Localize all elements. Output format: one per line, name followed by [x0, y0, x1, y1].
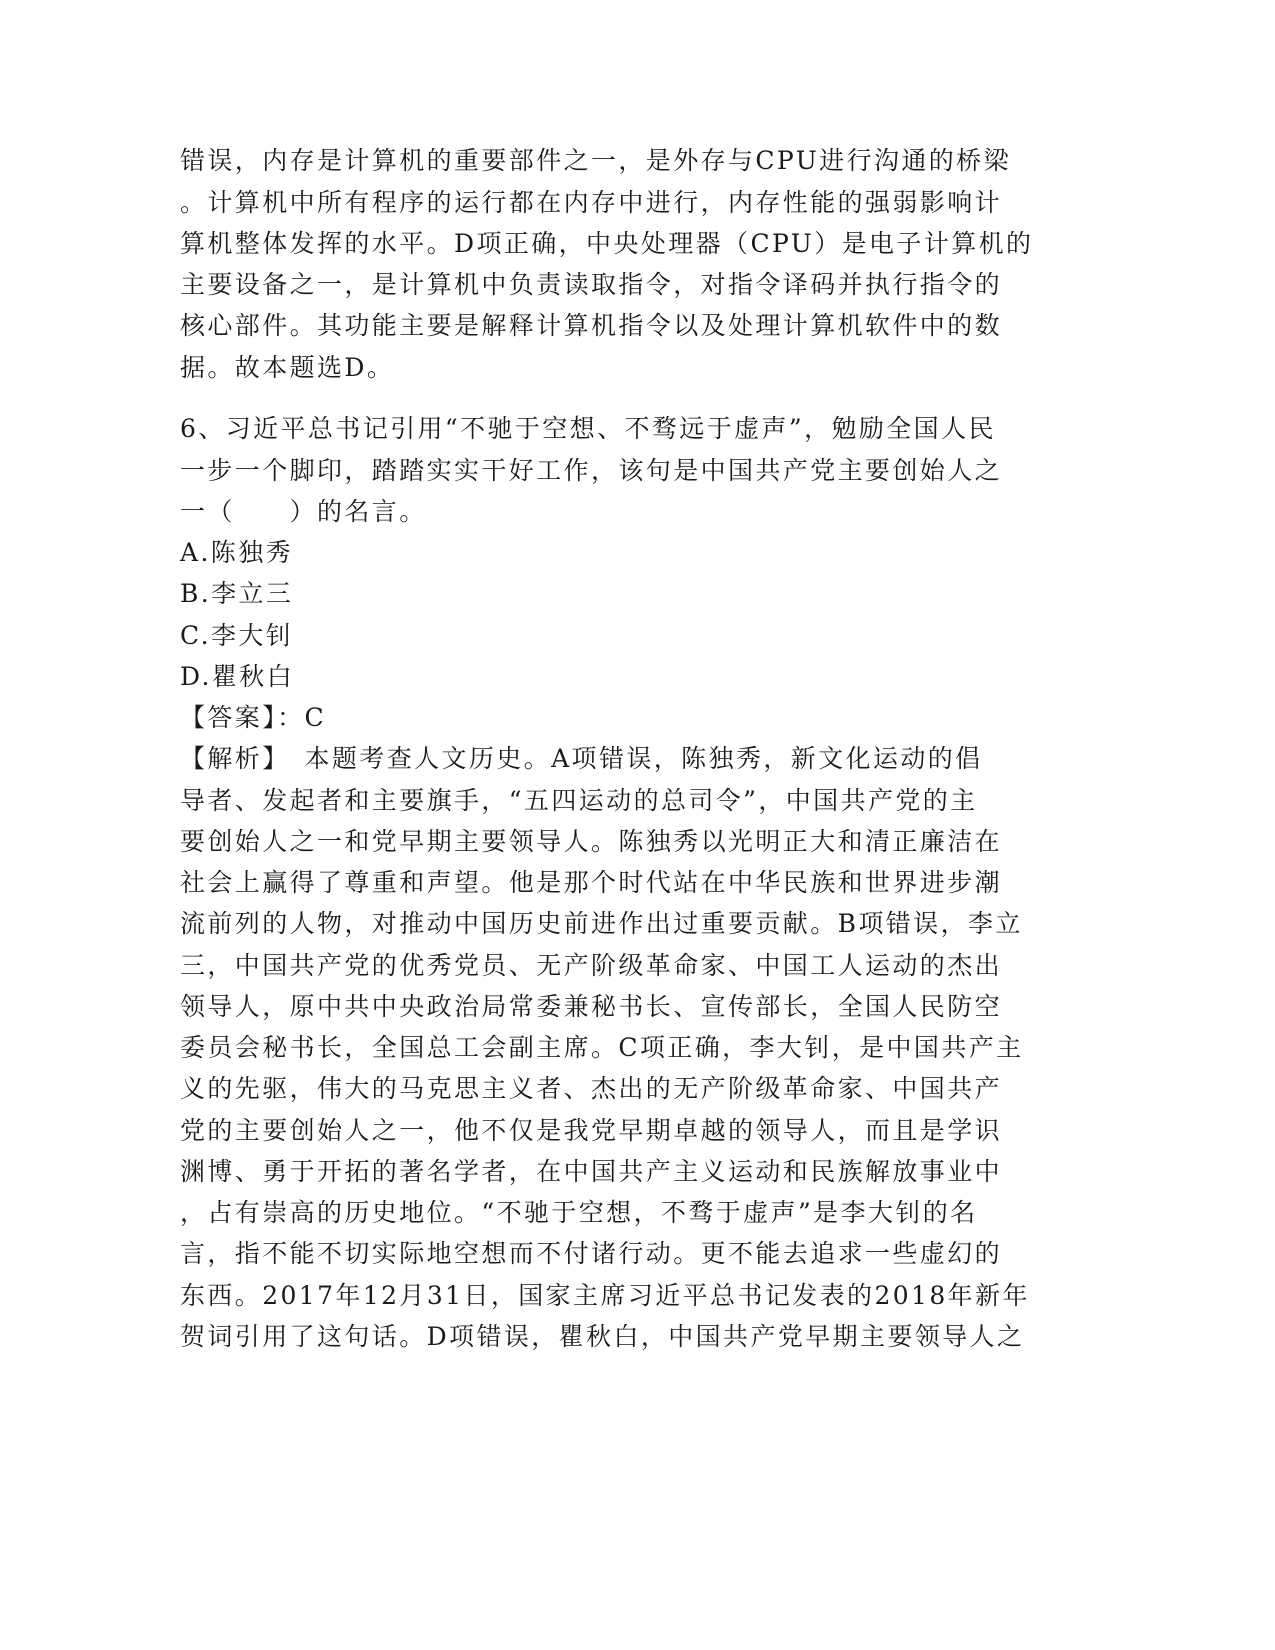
explanation-line: 。计算机中所有程序的运行都在内存中进行，内存性能的强弱影响计: [180, 188, 1003, 217]
analysis-line: 要创始人之一和党早期主要领导人。陈独秀以光明正大和清正廉洁在: [180, 827, 1003, 856]
question-stem-line: 6、习近平总书记引用“不驰于空想、不骛远于虚声”，勉励全国人民: [180, 414, 996, 443]
option-a: A.陈独秀: [180, 538, 294, 567]
option-b: B.李立三: [180, 579, 294, 608]
explanation-line: 算机整体发挥的水平。D项正确，中央处理器（CPU）是电子计算机的: [180, 229, 1034, 258]
analysis-line: 领导人，原中共中央政治局常委兼秘书长、宣传部长，全国人民防空: [180, 992, 1003, 1021]
explanation-line: 错误，内存是计算机的重要部件之一，是外存与CPU进行沟通的桥梁: [180, 146, 1011, 175]
option-c: C.李大钊: [180, 621, 294, 650]
analysis-line: 社会上赢得了尊重和声望。他是那个时代站在中华民族和世界进步潮: [180, 868, 1003, 897]
analysis-line: 流前列的人物，对推动中国历史前进作出过重要贡献。B项错误，李立: [180, 909, 1023, 938]
analysis-line: 义的先驱，伟大的马克思主义者、杰出的无产阶级革命家、中国共产: [180, 1074, 1003, 1103]
analysis-line: 言，指不能不切实际地空想而不付诸行动。更不能去追求一些虚幻的: [180, 1239, 1003, 1268]
question-stem-line: 一（ ）的名言。: [180, 497, 427, 526]
answer-line: 【答案】：C: [180, 703, 327, 732]
analysis-line: 贺词引用了这句话。D项错误，瞿秋白，中国共产党早期主要领导人之: [180, 1322, 1025, 1351]
question-stem-line: 一步一个脚印，踏踏实实干好工作，该句是中国共产党主要创始人之: [180, 456, 1003, 485]
explanation-line: 据。故本题选D。: [180, 353, 395, 382]
analysis-line: 党的主要创始人之一，他不仅是我党早期卓越的领导人，而且是学识: [180, 1116, 1003, 1145]
analysis-line: 导者、发起者和主要旗手，“五四运动的总司令”，中国共产党的主: [180, 786, 978, 815]
explanation-line: 主要设备之一，是计算机中负责读取指令，对指令译码并执行指令的: [180, 270, 1003, 299]
analysis-line: 三，中国共产党的优秀党员、无产阶级革命家、中国工人运动的杰出: [180, 951, 1003, 980]
option-d: D.瞿秋白: [180, 662, 295, 691]
analysis-line: ，占有崇高的历史地位。“不驰于空想，不骛于虚声”是李大钊的名: [180, 1198, 978, 1227]
analysis-line: 东西。2017年12月31日，国家主席习近平总书记发表的2018年新年: [180, 1281, 1030, 1310]
analysis-line: 渊博、勇于开拓的著名学者，在中国共产主义运动和民族解放事业中: [180, 1157, 1003, 1186]
analysis-line: 委员会秘书长，全国总工会副主席。C项正确，李大钊，是中国共产主: [180, 1033, 1024, 1062]
explanation-line: 核心部件。其功能主要是解释计算机指令以及处理计算机软件中的数: [180, 311, 1003, 340]
analysis-line: 【解析】 本题考查人文历史。A项错误，陈独秀，新文化运动的倡: [180, 744, 983, 773]
